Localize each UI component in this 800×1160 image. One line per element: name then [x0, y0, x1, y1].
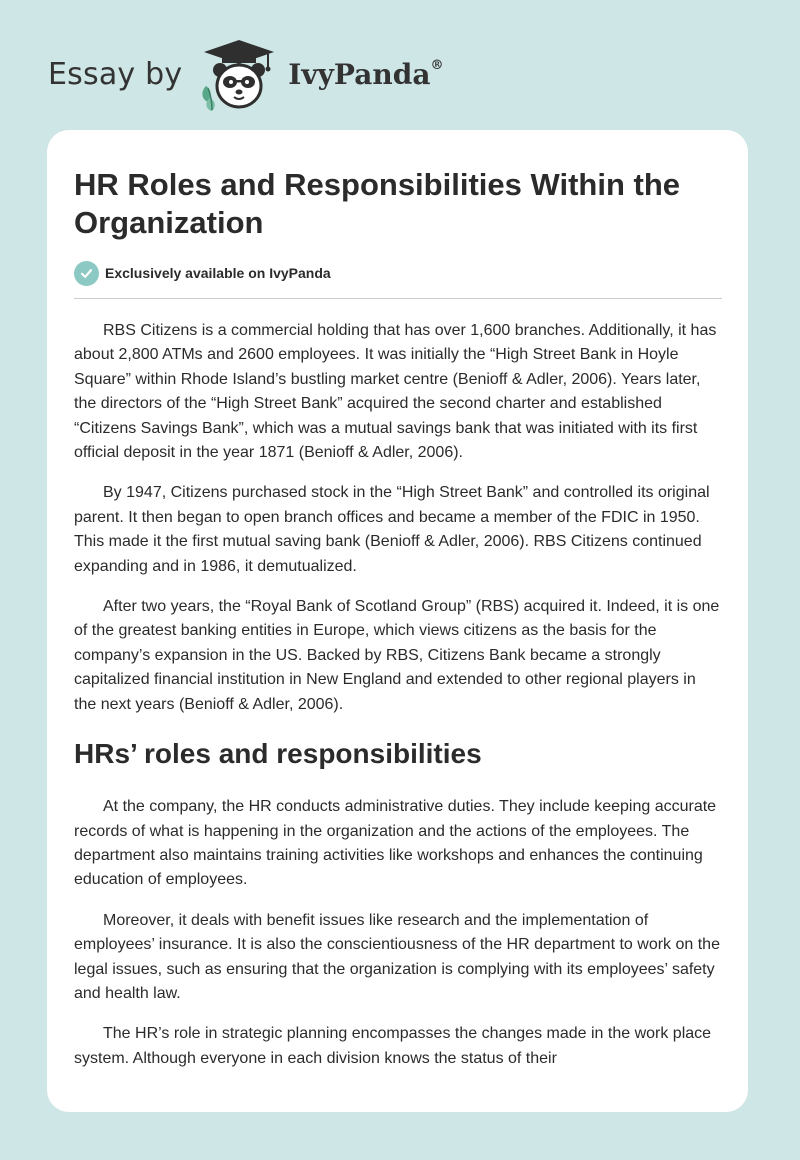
exclusive-badge: [74, 260, 722, 286]
essay-card: [47, 130, 748, 1112]
essay-title: HR Roles and Responsibilities Within the Organization: [74, 167, 680, 240]
paragraph: By 1947, Citizens purchased stock in the “High Street Bank” and controlled its original parent. It then began to open branch offices and became a member of the FDIC in 1950. This made it the first mutual saving bank (Benioff & Adler, 2006). RBS Citizens continued expanding and in 1986, it demutualized.: [74, 484, 710, 575]
paragraph: After two years, the “Royal Bank of Scotland Group” (RBS) acquired it. Indeed, it is one of the greatest banking entities in Europe, which views citizens as the basis for the company’s expansion in the US. Backed by RBS, Citizens Bank became a strongly capitalized financial institution in New England and extended to other regional players in the next years (Benioff & Adler, 2006).: [74, 598, 720, 713]
section-heading: HRs’ roles and responsibilities: [74, 738, 482, 770]
checkmark-icon: [74, 261, 99, 286]
paragraph: The HR’s role in strategic planning encompasses the changes made in the work place system. Although everyone in each division knows the status of their: [74, 1025, 712, 1067]
brand-name[interactable]: [288, 58, 443, 91]
registered-mark: ®: [430, 58, 444, 74]
exclusive-label: Exclusively available on IvyPanda: [105, 265, 331, 281]
essay-section-body: [74, 795, 722, 1071]
paragraph: At the company, the HR conducts administrative duties. They include keeping accurate records of what is happening in the organization and the actions of the employees. The department also maintains training activities like workshops and enhances the continuing education of employees.: [74, 798, 717, 889]
paragraph: RBS Citizens is a commercial holding that has over 1,600 branches. Additionally, it has about 2,800 ATMs and 2600 employees. It was initially the “High Street Bank in Hoyle Square” within Rhode Island’s bustling market centre (Benioff & Adler, 2006). Years later, the directors of the “High Street Bank” acquired the second charter and established “Citizens Savings Bank”, which was a mutual savings bank that was initiated with its first official deposit in the year 1871 (Benioff & Adler, 2006).: [74, 322, 717, 462]
paragraph: Moreover, it deals with benefit issues like research and the implementation of employees’ insurance. It is also the conscientiousness of the HR department to work on the legal issues, such as ensuring that the organization is complying with its employees’ safety and health law.: [74, 911, 720, 1002]
site-header: [48, 34, 443, 114]
brand-text: IvyPanda: [288, 57, 431, 91]
essay-by-label: Essay by: [48, 56, 183, 92]
ivypanda-logo-icon[interactable]: [198, 36, 280, 112]
essay-intro: [74, 319, 722, 717]
title-divider: [74, 298, 722, 299]
